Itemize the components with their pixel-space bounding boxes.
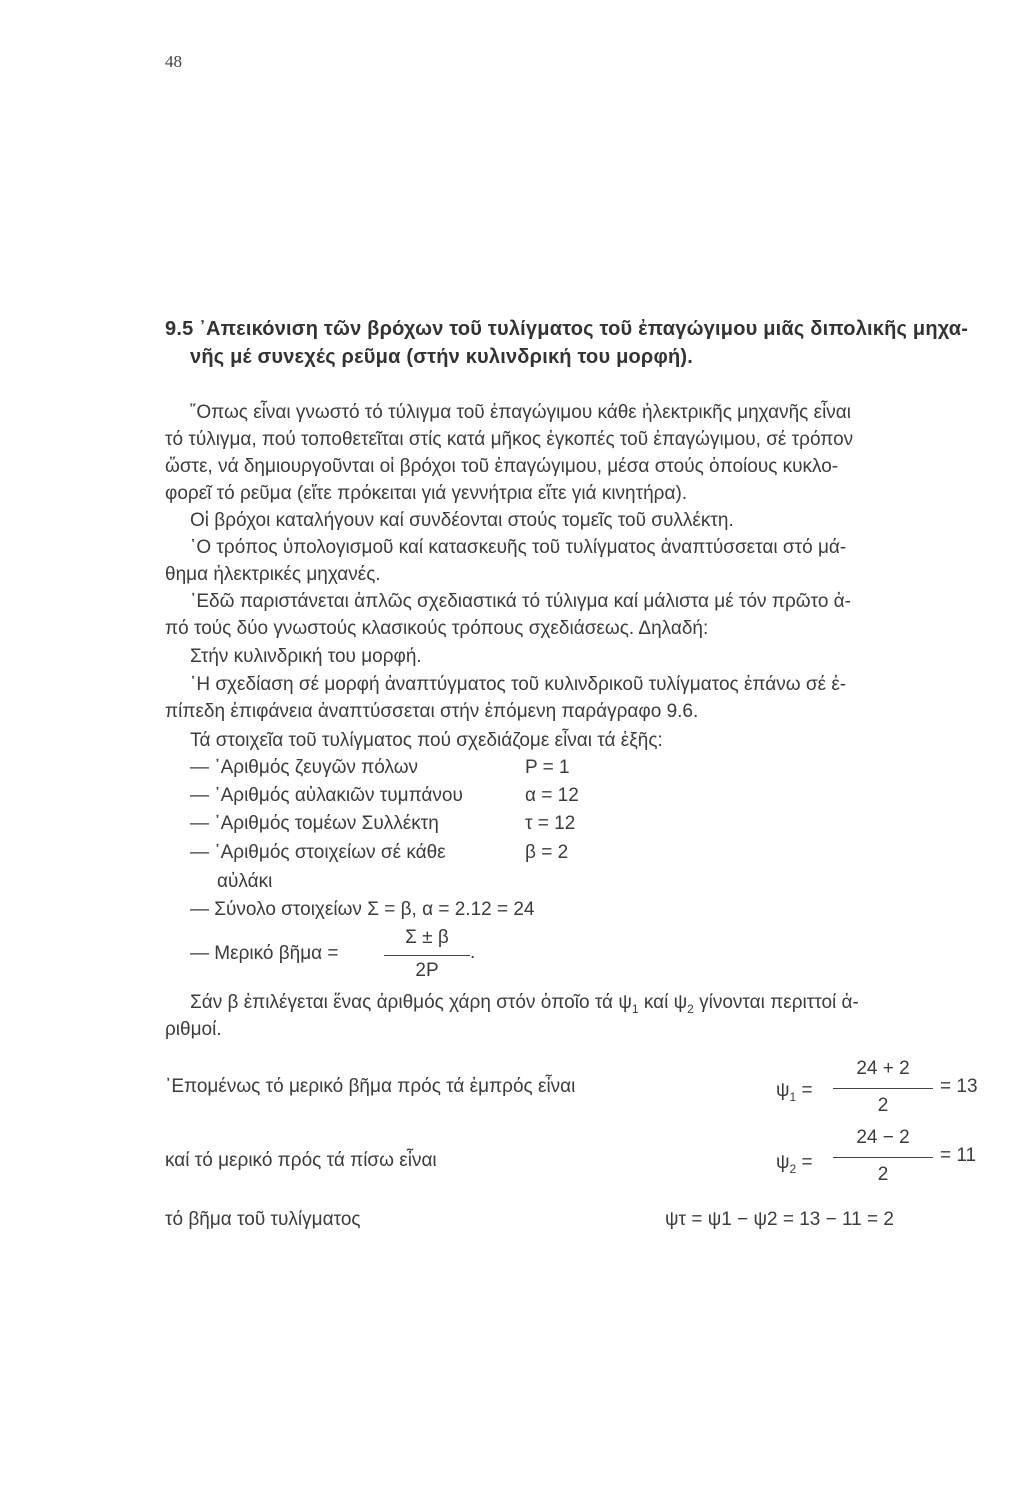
element-label: — ᾿Αριθμός στοιχείων σέ κάθε: [190, 842, 446, 863]
paragraph-3-line-1: ῾Ο τρόπος ὑπολογισμοῦ καί κατασκευῆς τοῦ τυλίγματος ἀναπτύσσεται στό μά-: [190, 537, 847, 558]
winding-step-text: τό βῆμα τοῦ τυλίγματος: [165, 1209, 361, 1230]
section-heading-line2: νῆς μέ συνεχές ρεῦμα (στήν κυλινδρική του μορφή).: [190, 346, 694, 368]
backward-step-text: καί τό μερικό πρός τά πίσω εἶναι: [165, 1150, 437, 1171]
element-continuation: αὐλάκι: [217, 871, 273, 892]
element-value: β = 2: [525, 842, 569, 863]
paragraph-4-line-1: ᾿Εδῶ παριστάνεται ἁπλῶς σχεδιαστικά τό τύλιγμα καί μάλιστα μέ τόν πρῶτο ἀ-: [190, 591, 851, 612]
paragraph-1-line-1: ῞Οπως εἶναι γνωστό τό τύλιγμα τοῦ ἐπαγώγιμου κάθε ἠλεκτρικῆς μηχανῆς εἶναι: [190, 402, 851, 423]
backward-step-lhs: $\psi_2$ =: [776, 1152, 813, 1176]
paragraph-6-line-1: ῾Η σχεδίαση σέ μορφή ἀναπτύγματος τοῦ κυλινδρικοῦ τυλίγματος ἐπάνω σέ ἐ-: [190, 674, 847, 695]
winding-step-formula: ψτ = ψ1 − ψ2 = 13 − 11 = 2: [665, 1209, 894, 1230]
element-label: — ᾿Αριθμός ζευγῶν πόλων: [190, 757, 419, 778]
section-heading-line1: 9.5 ᾿Απεικόνιση τῶν βρόχων τοῦ τυλίγματος τοῦ ἐπαγώγιμου μιᾶς διπολικῆς μηχα-: [165, 318, 969, 340]
forward-step-result: = 13: [940, 1076, 978, 1097]
paragraph-1-line-3: ὥστε, νά δημιουργοῦνται οἱ βρόχοι τοῦ ἐπαγώγιμου, μέσα στούς ὁποίους κυκλο-: [165, 456, 839, 477]
element-value: P = 1: [525, 757, 570, 778]
total-elements: — Σύνολο στοιχείων Σ = β, α = 2.12 = 24: [190, 899, 535, 920]
backward-step-denominator: 2: [877, 1164, 889, 1185]
partial-step-label: — Μερικό βῆμα =: [190, 943, 339, 964]
forward-step-text: ᾿Επομένως τό μερικό βῆμα πρός τά ἐμπρός εἶναι: [165, 1076, 576, 1097]
choice-line-1: Σάν β ἐπιλέγεται ἕνας ἀριθμός χάρη στόν ὁποῖο τά $\psi_1$ καί $\psi_2$ γίνονται περιττοί ἀ-: [190, 992, 859, 1016]
backward-step-result: = 11: [940, 1145, 977, 1166]
element-label: — ᾿Αριθμός αὐλακιῶν τυμπάνου: [190, 785, 463, 806]
paragraph-6-line-2: πίπεδη ἐπιφάνεια ἀναπτύσσεται στήν ἑπόμενη παράγραφο 9.6.: [165, 701, 699, 722]
choice-line-2: ριθμοί.: [165, 1019, 222, 1040]
fraction-bar: [384, 955, 470, 956]
partial-step-denominator: 2P: [415, 960, 439, 981]
element-value: α = 12: [525, 785, 579, 806]
paragraph-2: Οἱ βρόχοι καταλήγουν καί συνδέονται στούς τομεῖς τοῦ συλλέκτη.: [190, 510, 734, 531]
page-number: 48: [165, 52, 182, 71]
forward-step-denominator: 2: [877, 1095, 889, 1116]
paragraph-1-line-4: φορεῖ τό ρεῦμα (εἴτε πρόκειται γιά γεννήτρια εἴτε γιά κινητήρα).: [165, 483, 688, 504]
fraction-bar: [833, 1088, 933, 1089]
paragraph-4-line-2: πό τούς δύο γνωστούς κλασικούς τρόπους σχεδιάσεως. Δηλαδή:: [165, 618, 709, 639]
paragraph-1-line-2: τό τύλιγμα, πού τοποθετεῖται στίς κατά μῆκος ἐγκοπές τοῦ ἐπαγώγιμου, σέ τρόπον: [165, 429, 854, 450]
forward-step-numerator: 24 + 2: [856, 1058, 910, 1079]
paragraph-5: Στήν κυλινδρική του μορφή.: [190, 646, 422, 667]
fraction-bar: [833, 1157, 933, 1158]
forward-step-lhs: $\psi_1$ =: [776, 1080, 813, 1104]
element-value: τ = 12: [525, 813, 576, 834]
backward-step-numerator: 24 − 2: [856, 1127, 910, 1148]
partial-step-suffix: .: [470, 942, 476, 963]
paragraph-3-line-2: θημα ἠλεκτρικές μηχανές.: [165, 564, 381, 585]
partial-step-numerator: Σ ± β: [405, 927, 449, 948]
element-label: — ᾿Αριθμός τομέων Συλλέκτη: [190, 813, 439, 834]
paragraph-7: Τά στοιχεῖα τοῦ τυλίγματος πού σχεδιάζομε εἶναι τά ἑξῆς:: [190, 730, 663, 751]
